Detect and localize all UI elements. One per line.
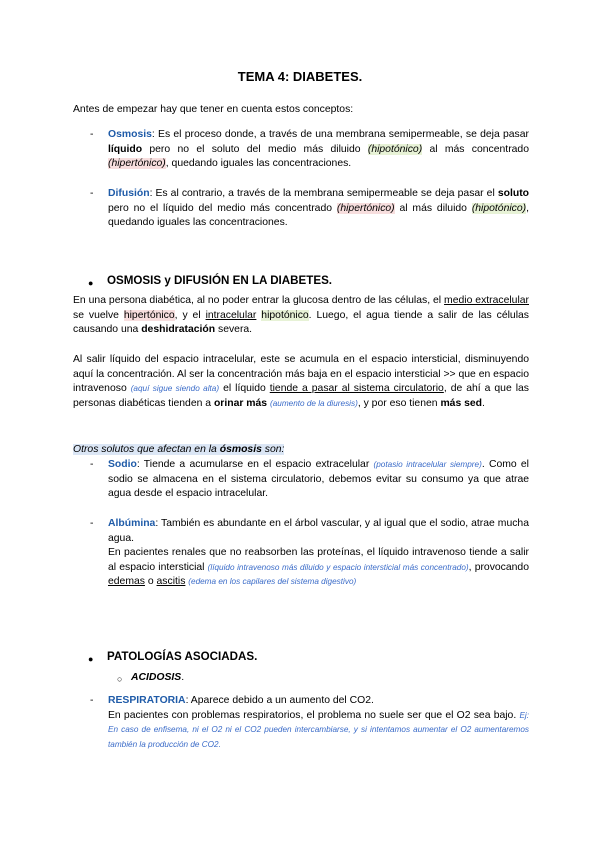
albumina-term: Albúmina — [108, 518, 156, 529]
intro-text: Antes de empezar hay que tener en cuenta estos conceptos: — [73, 104, 354, 115]
sodio-definition: Sodio: Tiende a acumularse en el espacio extracelular (potasio intracelular siempre). Como el sodio se almacena en el sistema circulatorio, debemos evitar su consumo ya que atrae agua desde el espacio intracelular. — [108, 459, 529, 499]
list-dash: - — [90, 695, 94, 706]
list-dash: - — [90, 459, 94, 470]
respiratoria-definition: RESPIRATORIA: Aparece debido a un aumento del CO2. En pacientes con problemas respiratorios, el problema no suele ser que el O2 sea bajo. Ej: En caso de enfisema, ni el O2 ni el CO2 pueden intercambiarse, y si intentamos aumentar el O2 aumentaremos también la producción de CO2. — [108, 695, 529, 749]
otros-solutos-heading: Otros solutos que afectan en la ósmosis son: — [73, 444, 285, 455]
circle-bullet-icon: ○ — [117, 674, 123, 684]
list-dash: - — [90, 129, 94, 140]
paragraph-diabetes-osmosis: En una persona diabética, al no poder entrar la glucosa dentro de las células, el medio extracelular se vuelve hipertónico, y el intracelular hipotónico. Luego, el agua tiende a salir de las células causando una deshidratación severa. — [73, 295, 529, 335]
section-heading-patologias: PATOLOGÍAS ASOCIADAS. — [107, 650, 258, 663]
bullet-icon: ● — [88, 654, 94, 664]
albumina-definition: Albúmina: También es abundante en el árbol vascular, y al igual que el sodio, atrae mucha agua. En pacientes renales que no reabsorben las proteínas, el líquido intravenoso tiende a salir al espacio intersticial (líquido intravenoso más diluido y espacio intersticial más concentrado), provocando edemas o ascitis (edema en los capilares del sistema digestivo) — [108, 518, 529, 587]
acidosis-label: ACIDOSIS. — [131, 672, 185, 683]
page-title: TEMA 4: DIABETES. — [237, 69, 363, 84]
osmosis-term: Osmosis — [108, 129, 152, 140]
osmosis-definition: Osmosis: Es el proceso donde, a través de una membrana semipermeable, se deja pasar líquido pero no el soluto del medio más diluido (hipotónico) al más concentrado (hipertónico), quedando iguales las concentraciones. — [108, 129, 529, 169]
sodio-term: Sodio — [108, 459, 137, 470]
difusion-term: Difusión — [108, 188, 150, 199]
difusion-definition: Difusión: Es al contrario, a través de la membrana semipermeable se deja pasar el soluto pero no el líquido del medio más concentrado (hipertónico) al más diluido (hipotónico), quedando iguales las concentraciones. — [108, 188, 529, 228]
paragraph-intersticial: Al salir líquido del espacio intracelular, este se acumula en el espacio intersticial, disminuyendo aquí la concentración. Al ser la concentración más baja en el espacio intersticial >> que en espacio intravenoso (aquí sigue siendo alta) el líquido tiende a pasar al sistema circulatorio, de ahí a que las personas diabéticas tienden a orinar más (aumento de la diuresis), y por eso tienen más sed. — [73, 354, 529, 409]
section-heading-osmosis-diabetes: OSMOSIS y DIFUSIÓN EN LA DIABETES. — [107, 274, 333, 287]
list-dash: - — [90, 188, 94, 199]
list-dash: - — [90, 518, 94, 529]
respiratoria-term: RESPIRATORIA — [108, 695, 186, 706]
bullet-icon: ● — [88, 278, 94, 288]
